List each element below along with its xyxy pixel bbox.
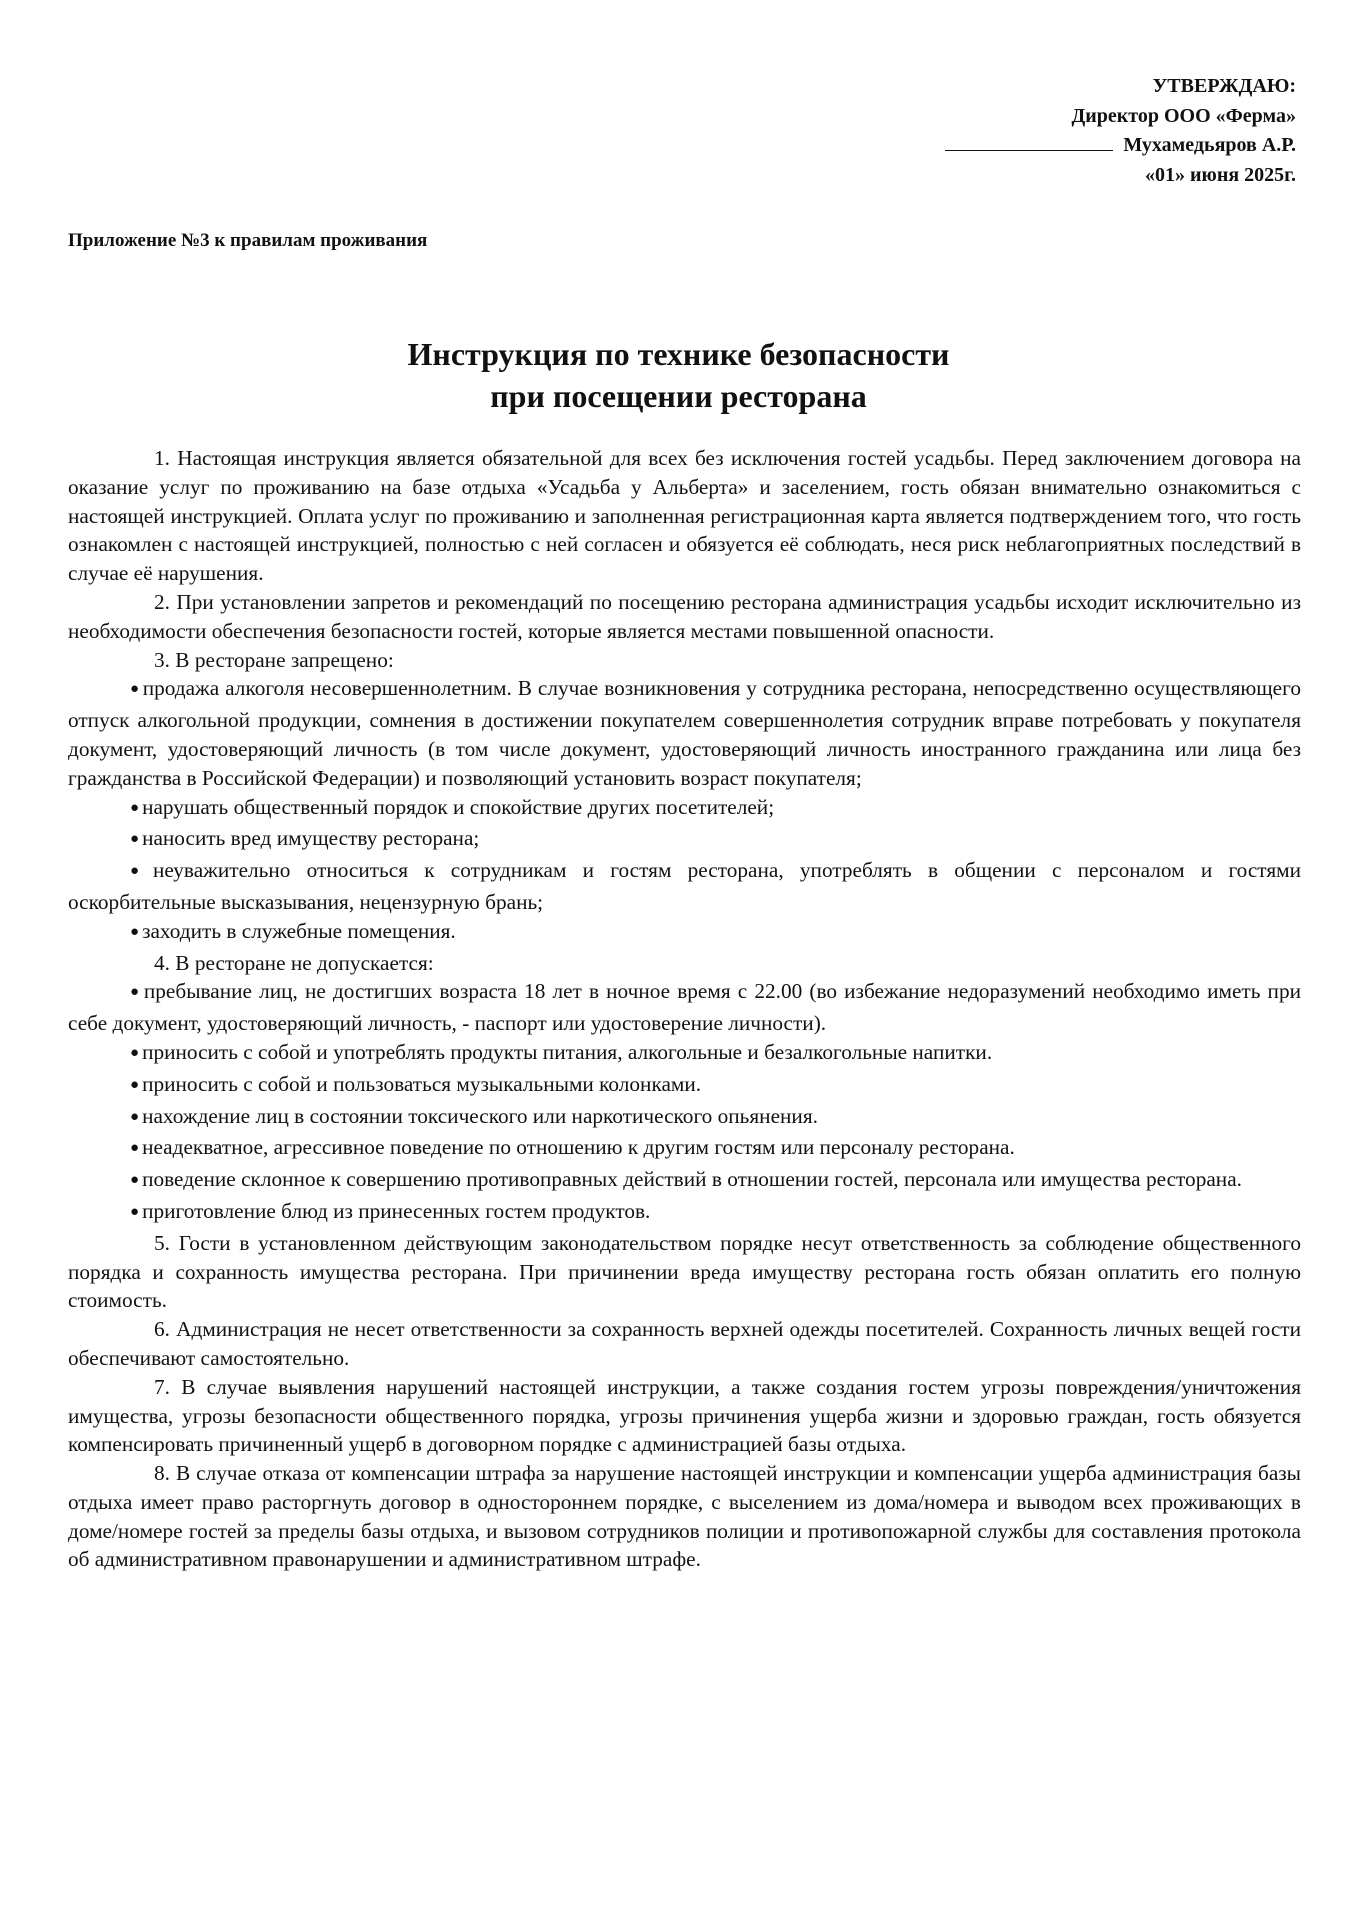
paragraph-7: 7. В случае выявления нарушений настоящей инструкции, а также создания гостем угрозы повреждения/уничтожения имущества, угрозы безопасности общественного порядка, угрозы причинения ущерба жизни и здоровью граждан, гость обязуется компенсировать причиненный ущерб в договорном порядке с администрацией базы отдыха. xyxy=(68,1374,1301,1457)
title-line-2: при посещении ресторана xyxy=(490,378,867,414)
paragraph-5: 5. Гости в установленном действующим законодательством порядке несут ответственность за соблюдение общественного порядка и сохранность имущества ресторана. При причинении вреда имуществу ресторана гость обязан оплатить его полную стоимость. xyxy=(68,1230,1301,1313)
bullet-icon: ● xyxy=(130,831,140,848)
bullet-icon: ● xyxy=(130,923,140,940)
bullet-icon: ● xyxy=(130,799,140,816)
paragraph-6: 6. Администрация не несет ответственности за сохранность верхней одежды посетителей. Сохранность личных вещей гости обеспечивают самостоятельно. xyxy=(68,1317,1301,1370)
list-item xyxy=(68,793,1301,825)
list-item-text: неадекватное, агрессивное поведение по отношению к другим гостям или персоналу ресторана. xyxy=(142,1135,1015,1160)
approval-signer: Мухамедьяров А.Р. xyxy=(1123,134,1296,156)
list-item xyxy=(68,1197,1301,1229)
list-item-text: неуважительно относиться к сотрудникам и гостям ресторана, употреблять в общении с персоналом и гостями оскорбительные высказывания, нецензурную брань; xyxy=(68,858,1302,914)
paragraph-2: 2. При установлении запретов и рекомендаций по посещению ресторана администрация усадьбы исходит исключительно из необходимости обеспечения безопасности гостей, которые является местами повышенной опасности. xyxy=(68,589,1301,643)
list-item-text: продажа алкоголя несовершеннолетним. В случае возникновения у сотрудника ресторана, непосредственно осуществляющего отпуск алкогольной продукции, сомнения в достижении покупателем совершеннолетия сотрудник вправе потребовать у покупателя документ, удостоверяющий личность (в том числе документ, удостоверяющий личность иностранного гражданина или лица без гражданства в Российской Федерации) и позволяющий установить возраст покупателя; xyxy=(68,676,1301,790)
list-item-text: приготовление блюд из принесенных гостем продуктов. xyxy=(142,1198,651,1223)
bullet-icon: ● xyxy=(130,1203,140,1220)
bullet-icon: ● xyxy=(130,984,141,1001)
list-item-text: пребывание лиц, не достигших возраста 18 лет в ночное время с 22.00 (во избежание недоразумений необходимо иметь при себе документ, удостоверяющий личность, - паспорт или удостоверение личности). xyxy=(68,979,1302,1036)
list-item xyxy=(68,1165,1301,1197)
paragraph-3: 3. В ресторане запрещено: xyxy=(154,647,394,672)
list-item xyxy=(68,1070,1301,1102)
approval-signature-line xyxy=(945,131,1296,161)
document-title xyxy=(0,333,1357,417)
list-item-text: приносить с собой и пользоваться музыкальными колонками. xyxy=(142,1071,702,1096)
approval-position: Директор ООО «Ферма» xyxy=(1071,104,1296,127)
appendix-label: Приложение №3 к правилам проживания xyxy=(68,230,428,251)
bullet-icon: ● xyxy=(130,1172,140,1189)
bullet-icon: ● xyxy=(130,1140,140,1157)
signature-underline xyxy=(945,131,1113,151)
title-line-1: Инструкция по технике безопасности xyxy=(407,336,950,372)
paragraph-1: 1. Настоящая инструкция является обязательной для всех без исключения гостей усадьбы. Перед заключением договора на оказание услуг по проживанию на базе отдыха «Усадьба у Альберта» и заселением, гость обязан внимательно ознакомиться с настоящей инструкцией. Оплата услуг по проживанию и заполненная регистрационная карта является подтверждением того, что гость ознакомлен с настоящей инструкцией, полностью с ней согласен и обязуется её соблюдать, неся риск неблагоприятных последствий в случае её нарушения. xyxy=(68,446,1301,586)
list-item xyxy=(68,856,1301,917)
list-item-text: нахождение лиц в состоянии токсического или наркотического опьянения. xyxy=(142,1103,818,1128)
list-item xyxy=(68,1038,1301,1070)
list-item-text: приносить с собой и употреблять продукты питания, алкогольные и безалкогольные напитки. xyxy=(142,1039,993,1064)
bullet-icon: ● xyxy=(130,1108,140,1125)
list-item-text: заходить в служебные помещения. xyxy=(142,918,456,943)
bullet-icon: ● xyxy=(130,1044,140,1061)
bullet-icon: ● xyxy=(130,1076,140,1093)
list-item xyxy=(68,824,1301,856)
bullet-icon: ● xyxy=(130,681,140,698)
paragraph-8: 8. В случае отказа от компенсации штрафа за нарушение настоящей инструкции и компенсации ущерба администрация базы отдыха имеет право расторгнуть договор в одностороннем порядке, с выселением из дома/номера и выводом всех проживающих в доме/номере гостей за пределы базы отдыха, и вызовом сотрудников полиции и противопожарной службы для составления протокола об административном правонарушении и административном штрафе. xyxy=(68,1461,1301,1572)
list-item-text: поведение склонное к совершению противоправных действий в отношении гостей, персонала или имущества ресторана. xyxy=(142,1167,1242,1192)
approval-block xyxy=(945,72,1296,190)
list-item xyxy=(68,977,1301,1038)
paragraph-4: 4. В ресторане не допускается: xyxy=(154,950,434,975)
list-item xyxy=(68,1133,1301,1165)
list-item xyxy=(68,674,1301,792)
approval-date: «01» июня 2025г. xyxy=(1145,163,1296,186)
list-item xyxy=(68,1102,1301,1134)
bullet-icon: ● xyxy=(130,863,150,880)
list-item xyxy=(68,917,1301,949)
list-item-text: нарушать общественный порядок и спокойствие других посетителей; xyxy=(142,794,775,819)
list-item-text: наносить вред имуществу ресторана; xyxy=(142,826,480,851)
approval-heading: УТВЕРЖДАЮ: xyxy=(1152,75,1296,97)
document-body xyxy=(68,444,1301,1574)
